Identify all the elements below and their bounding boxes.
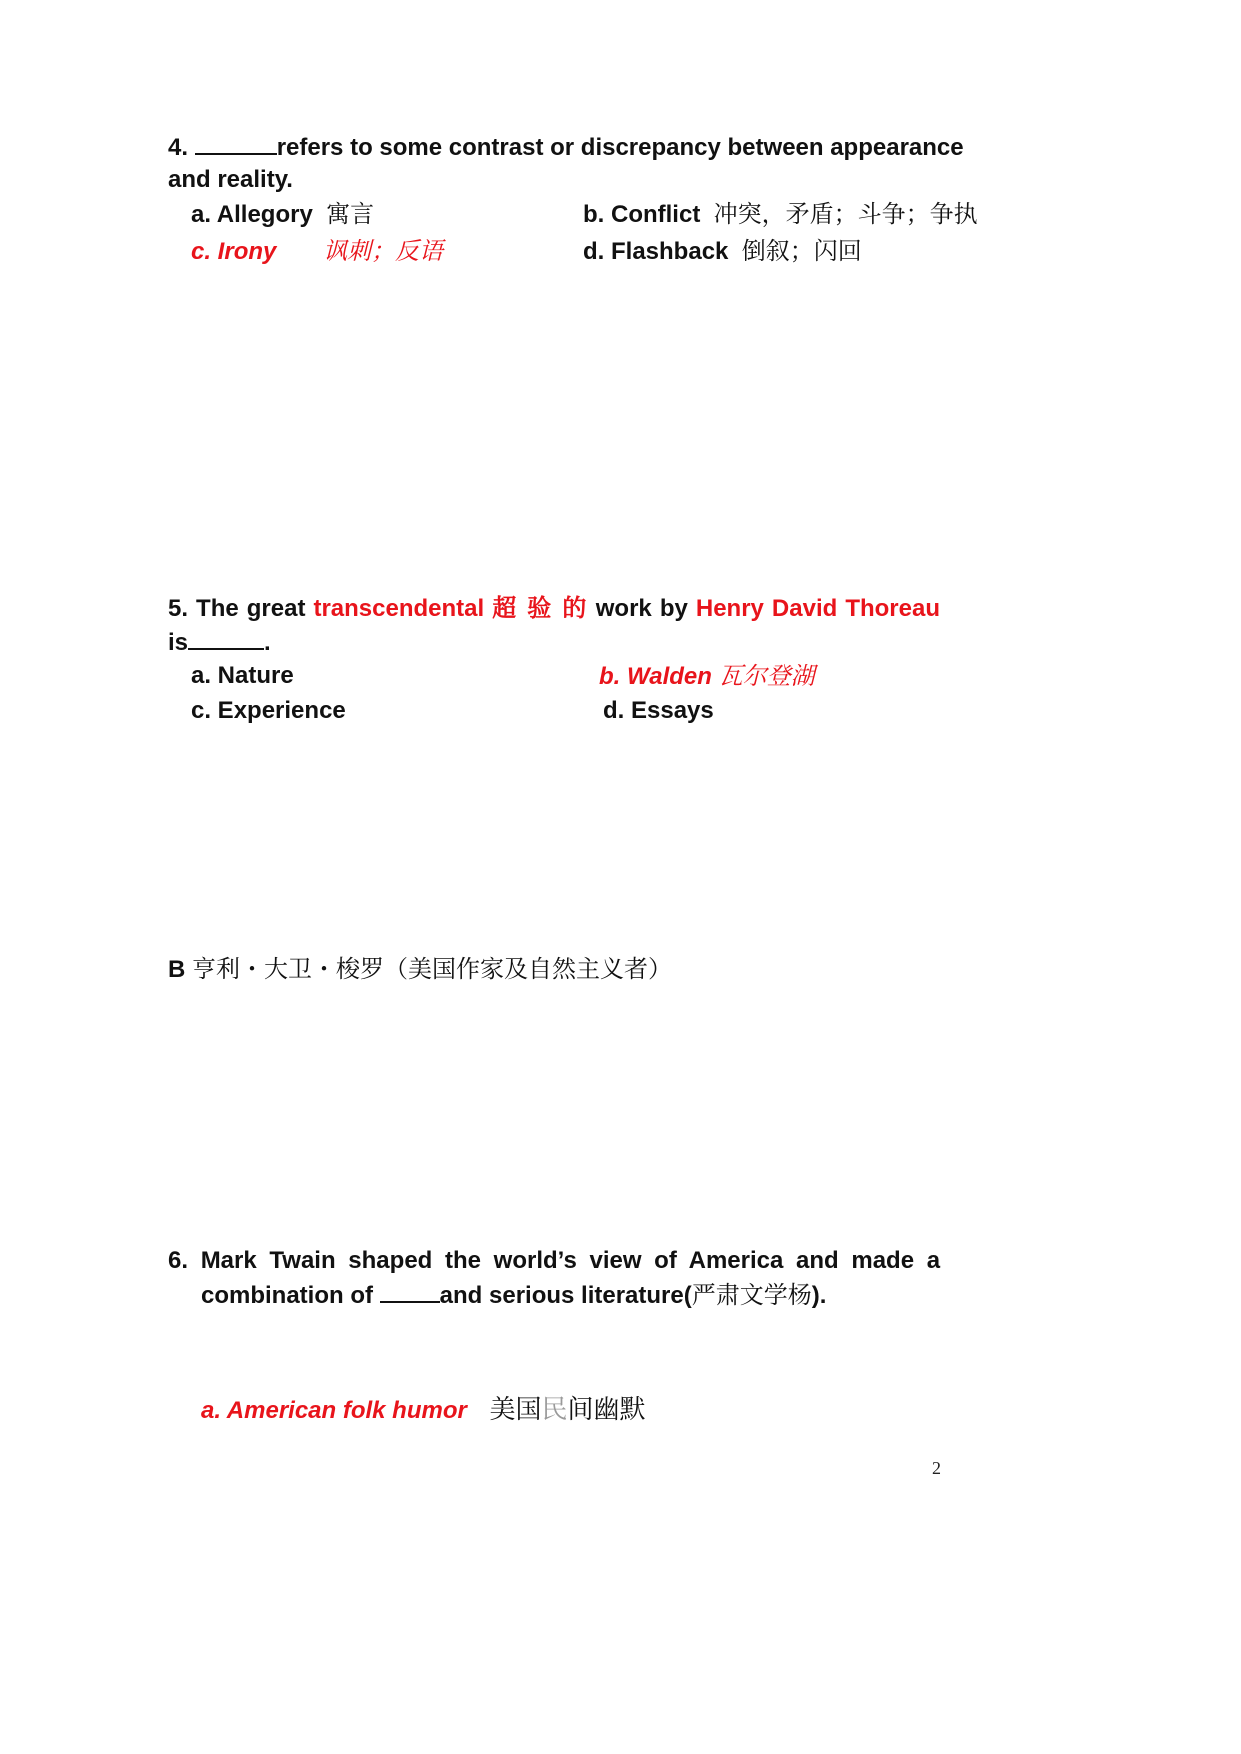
q6-word: made bbox=[851, 1247, 915, 1274]
q5-author-henry: Henry bbox=[695, 595, 764, 622]
q6-word: the bbox=[445, 1247, 481, 1274]
q6-number: 6. bbox=[168, 1247, 189, 1274]
q4-option-d bbox=[583, 235, 862, 268]
q6-answer-cn-part1: 美国 bbox=[489, 1395, 542, 1425]
q6-stem-line2 bbox=[201, 1279, 826, 1312]
q5-word-is: is bbox=[168, 629, 189, 656]
q6-word: shaped bbox=[348, 1247, 433, 1274]
q5-option-b-cn: 瓦尔登湖 bbox=[718, 662, 815, 690]
q5-stem-line2 bbox=[168, 626, 271, 659]
q4-option-c-cn: 讽刺；反语 bbox=[323, 237, 444, 265]
q6-word: a bbox=[926, 1247, 941, 1274]
q4-option-a bbox=[191, 198, 374, 231]
q5-option-b-label: b. Walden bbox=[599, 663, 712, 690]
q6-answer-cn-part2: 间幽默 bbox=[567, 1395, 646, 1425]
q5-transcendental: transcendental bbox=[313, 595, 485, 622]
q4-option-b bbox=[583, 198, 978, 231]
q5-word-great: great bbox=[246, 595, 306, 622]
q4-option-d-cn: 倒叙；闪回 bbox=[741, 237, 862, 265]
q6-answer-label: a. American folk humor bbox=[201, 1397, 467, 1424]
q5-author-david: David bbox=[771, 595, 838, 622]
q4-option-a-cn: 寓言 bbox=[326, 200, 375, 228]
page-number: 2 bbox=[932, 1458, 941, 1478]
q4-option-c-label: c. Irony bbox=[191, 238, 277, 265]
q6-word: America bbox=[688, 1247, 784, 1274]
q6-word: view bbox=[589, 1247, 642, 1274]
q5-number: 5. bbox=[168, 595, 189, 622]
q5-answer-blank bbox=[188, 626, 264, 650]
q4-option-c bbox=[191, 235, 443, 268]
q6-answer-cn bbox=[490, 1395, 646, 1425]
q4-stem-line2: and reality. bbox=[168, 166, 293, 193]
q4-stem-part1: refers to some contrast or discrepancy between appearance bbox=[276, 134, 964, 161]
q6-answer-blank bbox=[380, 1279, 440, 1303]
q5-option-c: c. Experience bbox=[191, 697, 346, 724]
q5-option-a: a. Nature bbox=[191, 662, 294, 689]
q4-option-b-label: b. Conflict bbox=[583, 201, 701, 228]
note-letter: B bbox=[168, 956, 186, 983]
q6-stem-line1 bbox=[168, 1245, 940, 1277]
q4-number: 4. bbox=[168, 134, 189, 161]
q6-word: world’s bbox=[493, 1247, 577, 1274]
q6-word: of bbox=[654, 1247, 677, 1274]
q6-line2-cn: 严肃文学杨 bbox=[691, 1281, 812, 1309]
q6-answer-cn-gray: 民 bbox=[541, 1395, 568, 1425]
q4-option-a-label: a. Allegory bbox=[191, 201, 313, 228]
q5-option-b bbox=[599, 660, 815, 693]
q4-stem-line1 bbox=[168, 131, 964, 164]
thoreau-note bbox=[168, 953, 672, 986]
q6-line2-start: combination of bbox=[201, 1282, 373, 1309]
q6-word: and bbox=[796, 1247, 839, 1274]
q6-word: Mark bbox=[200, 1247, 257, 1274]
q5-stem-line1 bbox=[168, 592, 940, 625]
note-text: 亨利・大卫・梭罗（美国作家及自然主义者） bbox=[192, 955, 673, 983]
q6-answer bbox=[201, 1394, 646, 1427]
q5-option-d: d. Essays bbox=[603, 697, 714, 724]
q5-transcendental-cn: 超 验 的 bbox=[492, 594, 588, 622]
q5-word-work: work bbox=[595, 595, 652, 622]
q6-word: Twain bbox=[269, 1247, 336, 1274]
q5-word-by: by bbox=[659, 595, 688, 622]
q6-line2-end: and serious literature( bbox=[439, 1282, 692, 1309]
q6-line2-close: ). bbox=[811, 1282, 827, 1309]
q5-word-the: The bbox=[196, 595, 239, 622]
q4-answer-blank bbox=[195, 131, 277, 155]
q4-option-b-cn: 冲突，矛盾；斗争；争执 bbox=[713, 200, 978, 228]
q4-option-d-label: d. Flashback bbox=[583, 238, 729, 265]
q5-author-thoreau: Thoreau bbox=[845, 595, 940, 622]
q5-period: . bbox=[264, 629, 271, 656]
